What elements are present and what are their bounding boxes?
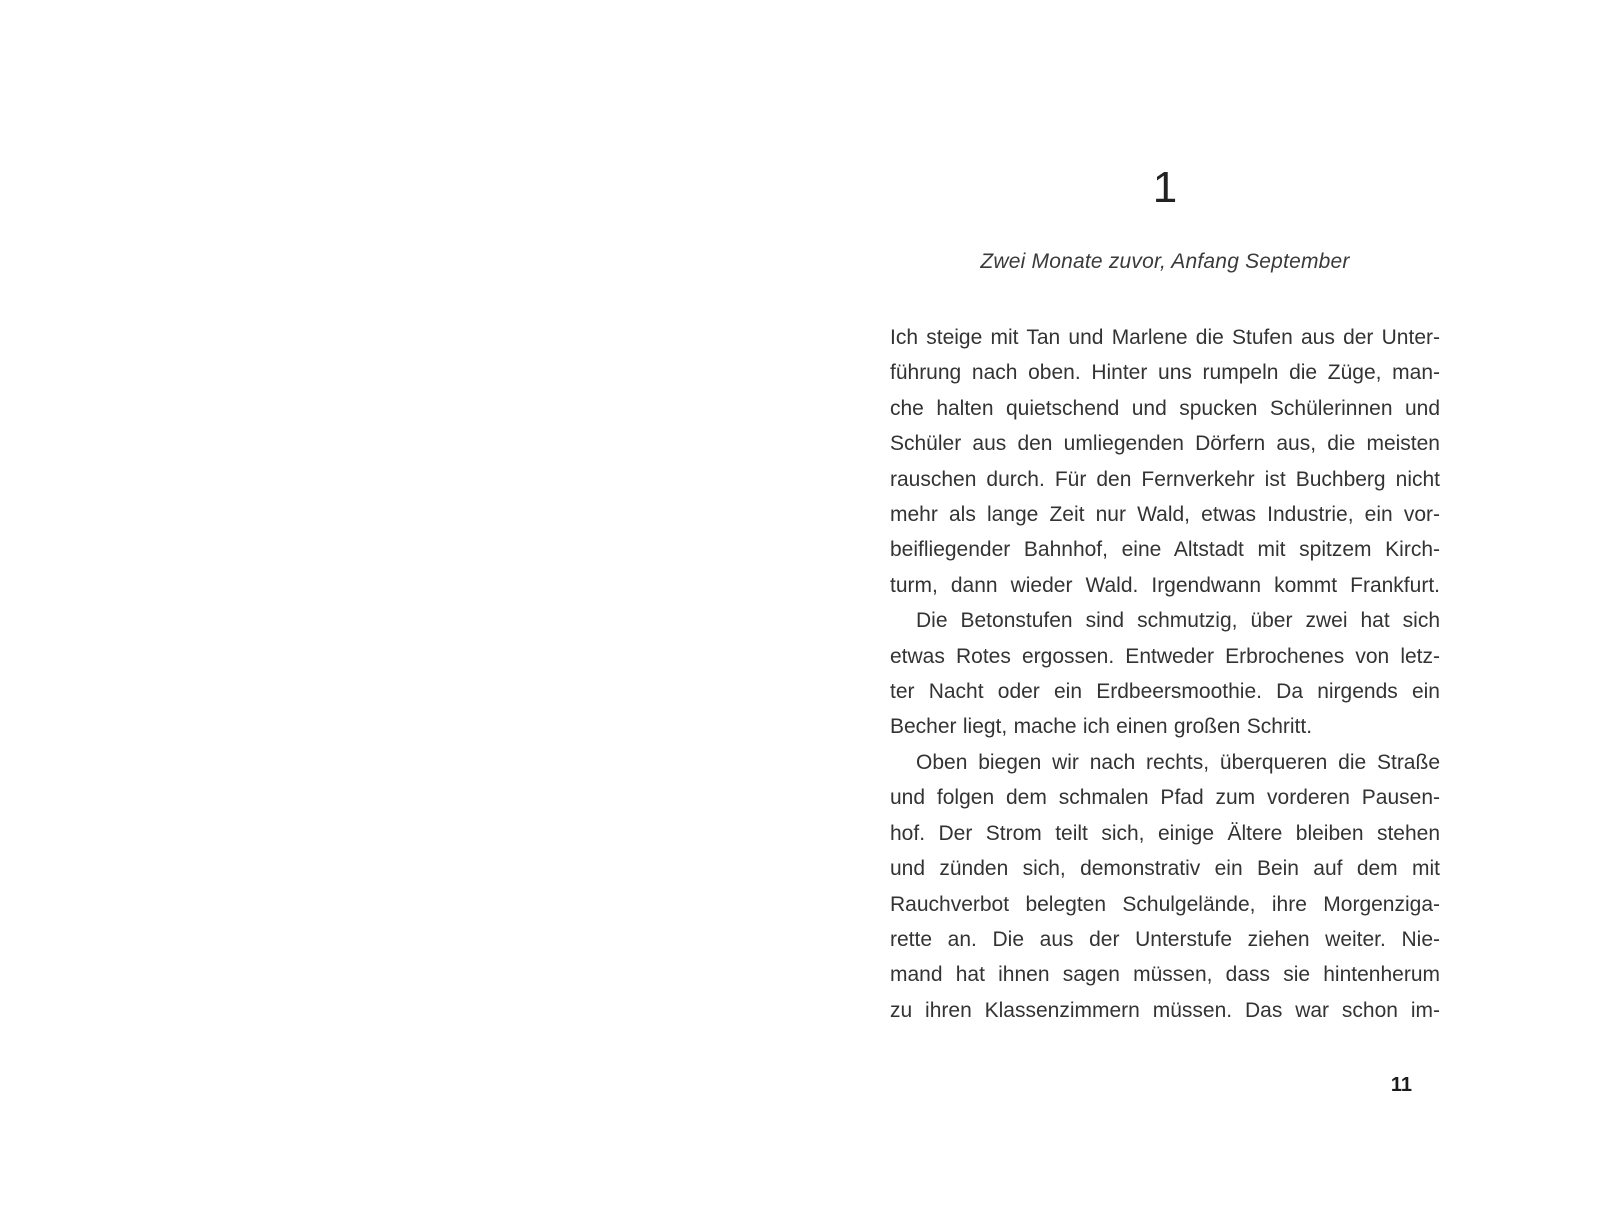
text-line: und folgen dem schmalen Pfad zum vorderen Pausen- (890, 786, 1440, 810)
text-line: Oben biegen wir nach rechts, überqueren die Straße (916, 750, 1440, 774)
text-line: und zünden sich, demonstrativ ein Bein auf dem mit (890, 857, 1440, 881)
text-column (890, 0, 1440, 1215)
text-line: hof. Der Strom teilt sich, einige Ältere bleiben stehen (890, 821, 1440, 845)
text-line: Becher liegt, mache ich einen großen Schritt. (890, 715, 1313, 739)
text-line: mand hat ihnen sagen müssen, dass sie hintenherum (890, 963, 1440, 987)
text-line: Ich steige mit Tan und Marlene die Stufen aus der Unter- (890, 326, 1440, 349)
text-line: che halten quietschend und spucken Schülerinnen und (890, 396, 1440, 420)
text-line: mehr als lange Zeit nur Wald, etwas Industrie, ein vor- (890, 503, 1440, 527)
body-text (890, 320, 1440, 1028)
page-number: 11 (1390, 1074, 1412, 1096)
text-line: zu ihren Klassenzimmern müssen. Das war schon im- (890, 998, 1440, 1022)
text-line: ter Nacht oder ein Erdbeersmoothie. Da nirgends ein (890, 680, 1440, 704)
text-line: Rauchverbot belegten Schulgelände, ihre Morgenziga- (890, 892, 1440, 916)
text-line: beifliegender Bahnhof, eine Altstadt mit spitzem Kirch- (890, 538, 1440, 562)
text-line: Die Betonstufen sind schmutzig, über zwei hat sich (916, 609, 1440, 633)
text-line: führung nach oben. Hinter uns rumpeln die Züge, man- (890, 361, 1440, 385)
text-line: turm, dann wieder Wald. Irgendwann kommt Frankfurt. (890, 573, 1440, 597)
text-line: Schüler aus den umliegenden Dörfern aus, die meisten (890, 432, 1440, 456)
text-line: rauschen durch. Für den Fernverkehr ist Buchberg nicht (890, 467, 1440, 491)
text-line: etwas Rotes ergossen. Entweder Erbrochenes von letz- (890, 644, 1440, 668)
chapter-subtitle: Zwei Monate zuvor, Anfang September (980, 250, 1350, 273)
chapter-number: 1 (1152, 163, 1178, 212)
text-line: rette an. Die aus der Unterstufe ziehen weiter. Nie- (890, 927, 1440, 951)
